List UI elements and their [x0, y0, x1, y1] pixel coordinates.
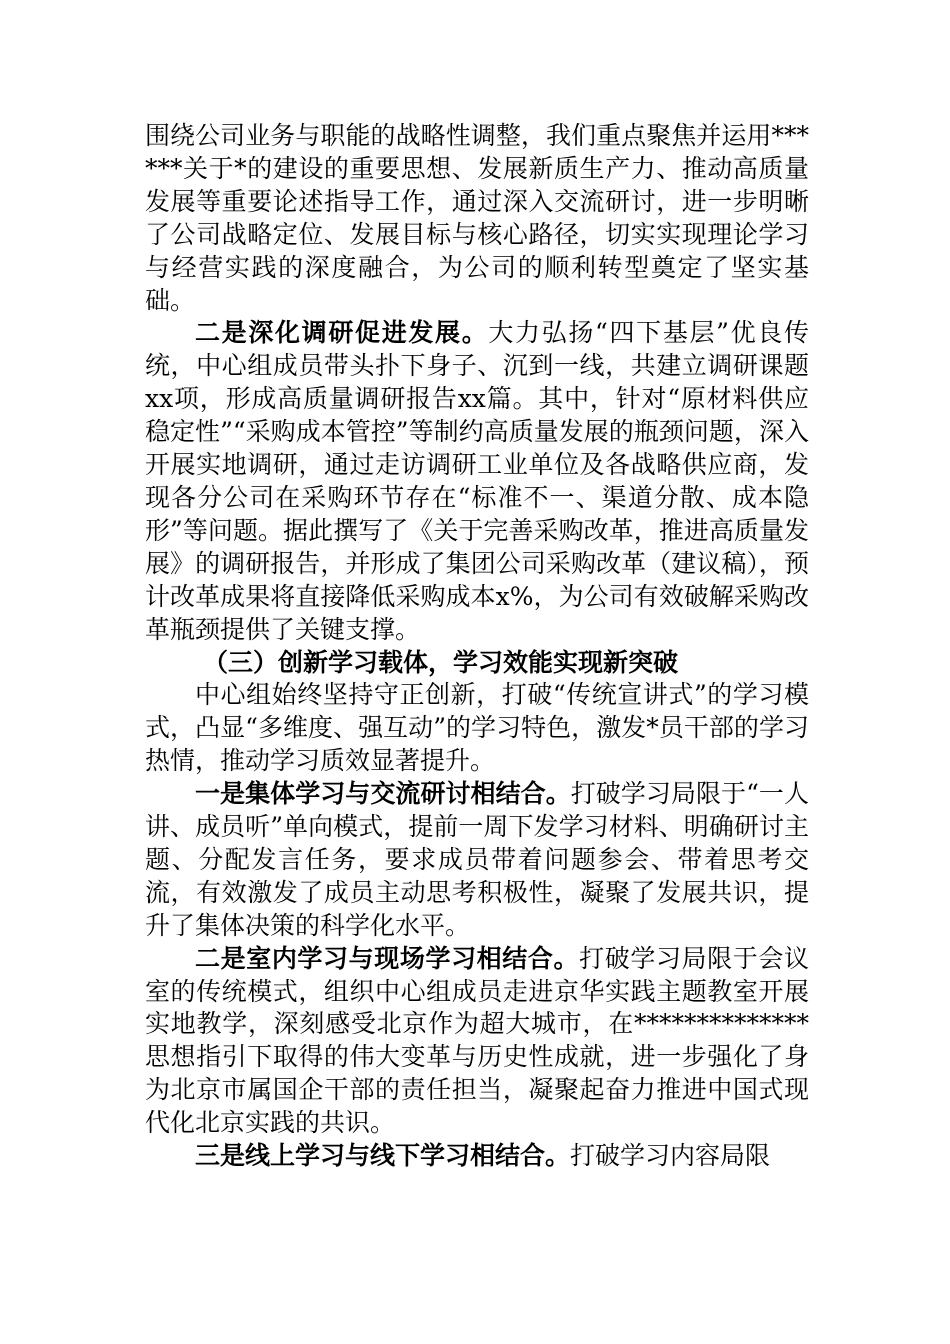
paragraph-body: 打破学习局限于“一人讲、成员听”单向模式，提前一周下发学习材料、明确研讨主题、分配发言任务，要求成员带着问题参会、带着思考交流，有效激发了成员主动思考积极性，凝聚了发展共识，提升了集体决策的科学化水平。 — [145, 779, 809, 940]
paragraph-body: 中心组始终坚持守正创新，打破“传统宣讲式”的学习模式，凸显“多维度、强互动”的学习特色，激发*员干部的学习热情，推动学习质效显著提升。 — [145, 680, 809, 776]
paragraph-research — [145, 317, 809, 646]
paragraph-body: 大力弘扬“四下基层”优良传统，中心组成员带头扑下身子、沉到一线，共建立调研课题xx项，形成高质量调研报告xx篇。其中，针对“原材料供应稳定性”“采购成本管控”等制约高质量发展的瓶颈问题，深入开展实地调研，通过走访调研工业单位及各战略供应商，发现各分公司在采购环节存在“标准不一、渠道分散、成本隐形”等问题。据此撰写了《关于完善采购改革，推进高质量发展》的调研报告，并形成了集团公司采购改革（建议稿），预计改革成果将直接降低采购成本x%，为公司有效破解采购改革瓶颈提供了关键支撑。 — [145, 318, 809, 644]
paragraph-body: 打破学习局限于会议室的传统模式，组织中心组成员走进京华实践主题教室开展实地教学，深刻感受北京作为超大城市，在**************思想指引下取得的伟大变革与历史性成就，进一步强化了身为北京市属国企干部的责任担当，凝聚起奋力推进中国式现代化北京实践的共识。 — [145, 943, 809, 1138]
paragraph-online-study — [145, 1140, 809, 1173]
paragraph-lead: 三是线上学习与线下学习相结合。 — [195, 1141, 571, 1171]
paragraph-body: 打破学习内容局限 — [570, 1141, 771, 1171]
document-page — [145, 120, 809, 1173]
paragraph-strategy-adjustment — [145, 120, 809, 317]
section-heading-3: （三）创新学习载体，学习效能实现新突破 — [203, 647, 679, 677]
paragraph-innovation — [145, 679, 809, 778]
paragraph-lead: 二是深化调研促进发展。 — [195, 318, 489, 348]
paragraph-collective-study — [145, 778, 809, 943]
paragraph-lead: 二是室内学习与现场学习相结合。 — [195, 943, 580, 973]
paragraph-body: 围绕公司业务与职能的战略性调整，我们重点聚焦并运用******关于*的建设的重要思想、发展新质生产力、推动高质量发展等重要论述指导工作，通过深入交流研讨，进一步明晰了公司战略定位、发展目标与核心路径，切实实现理论学习与经营实践的深度融合，为公司的顺利转型奠定了坚实基础。 — [145, 121, 809, 315]
paragraph-lead: 一是集体学习与交流研讨相结合。 — [195, 779, 571, 809]
paragraph-onsite-study — [145, 943, 809, 1140]
